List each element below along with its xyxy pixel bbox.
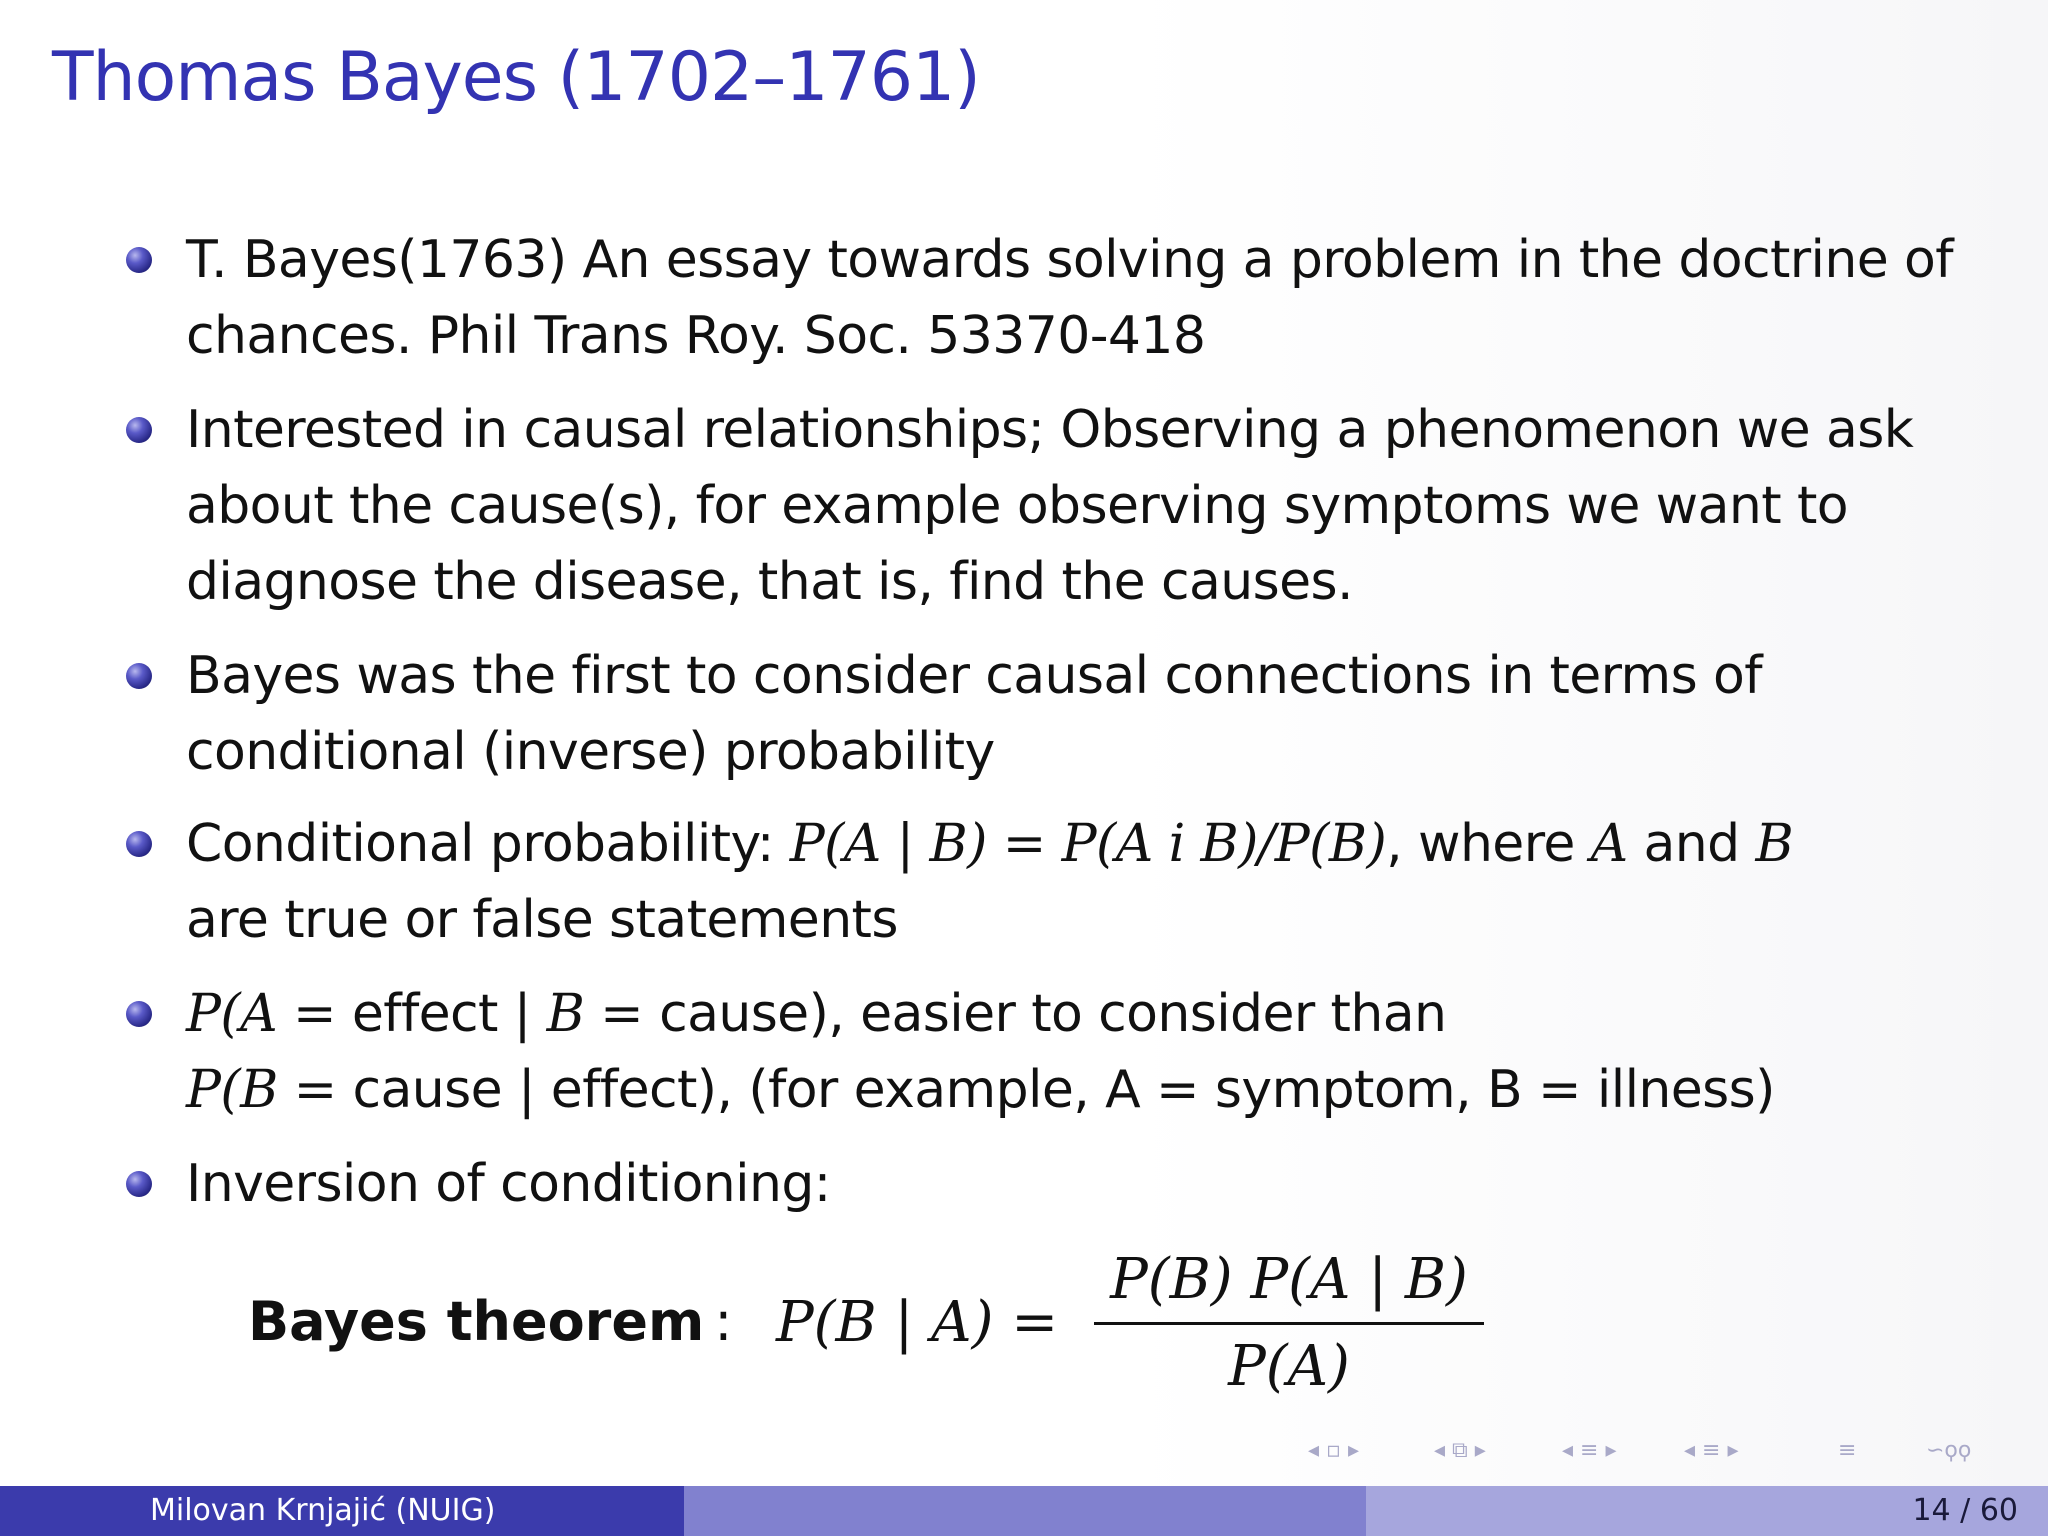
footer-page-segment xyxy=(1366,1486,2048,1536)
bullet-text: , where xyxy=(1386,814,1591,874)
bullet-text: cause | effect), (for example, A = symptom, B = illness) xyxy=(352,1060,1775,1120)
bullet-item xyxy=(186,1146,2006,1222)
section-nav-icon[interactable]: ◂ ≡ ▸ xyxy=(1562,1438,1617,1463)
footer-author: Milovan Krnjajić (NUIG) xyxy=(150,1493,496,1528)
bullet-item xyxy=(186,976,2006,1128)
bullet-text: cause), easier to consider than xyxy=(659,984,1447,1044)
bullet-line xyxy=(186,1052,2006,1128)
theorem-fraction xyxy=(1094,1240,1484,1405)
bullet-text: and xyxy=(1627,814,1756,874)
bullet-ball-icon xyxy=(126,1001,152,1027)
bayes-theorem-label xyxy=(248,1290,732,1353)
bullet-text: Interested in causal relationships; Observing a phenomenon we ask xyxy=(186,400,1914,460)
beamer-navigation-bar xyxy=(1300,1436,2040,1472)
theorem-name: Bayes theorem xyxy=(248,1290,705,1353)
bullet-item xyxy=(186,222,2006,374)
bullet-ball-icon xyxy=(126,663,152,689)
conditional-probability-formula: P(A | B) = P(A i B)/P(B) xyxy=(789,814,1387,874)
bullet-text: Conditional probability: xyxy=(186,814,790,874)
page-counter: 14 / 60 xyxy=(1912,1493,2018,1528)
bullet-ball-icon xyxy=(126,417,152,443)
formula-part: B = xyxy=(546,984,660,1044)
bullet-text: effect | xyxy=(351,984,547,1044)
bullet-line xyxy=(186,806,2006,882)
bullet-text: chances. Phil Trans Roy. Soc. 53370-418 xyxy=(186,306,1206,366)
bullet-ball-icon xyxy=(126,1171,152,1197)
bullet-line xyxy=(186,976,2006,1052)
formula-part: P(B = xyxy=(186,1060,353,1120)
bullet-text: are true or false statements xyxy=(186,890,898,950)
bullet-text: conditional (inverse) probability xyxy=(186,722,995,782)
bullet-text: Inversion of conditioning: xyxy=(186,1154,831,1214)
bullet-item xyxy=(186,638,2006,790)
search-icon[interactable]: ∽ϙϙ xyxy=(1926,1438,1972,1463)
fraction-bar xyxy=(1094,1322,1484,1325)
bullet-text: about the cause(s), for example observing symptoms we want to xyxy=(186,476,1848,536)
theorem-denominator: P(A) xyxy=(1228,1334,1350,1399)
bullet-ball-icon xyxy=(126,831,152,857)
bayes-theorem-equation xyxy=(248,1240,1548,1410)
frame-nav-icon[interactable]: ◂ ▫ ▸ xyxy=(1308,1438,1359,1463)
footer-title-segment xyxy=(684,1486,1366,1536)
align-icon[interactable]: ≡ xyxy=(1838,1438,1857,1463)
footer-author-segment xyxy=(0,1486,684,1536)
slide-title: Thomas Bayes (1702–1761) xyxy=(52,38,980,117)
theorem-colon: : xyxy=(714,1290,733,1353)
bullet-text: diagnose the disease, that is, find the causes. xyxy=(186,552,1353,612)
formula-part: P(A = xyxy=(186,984,352,1044)
bullet-item xyxy=(186,392,2006,620)
bullet-ball-icon xyxy=(126,247,152,273)
variable-a: A xyxy=(1590,814,1628,874)
bullet-text: T. Bayes(1763) An essay towards solving a problem in the doctrine of xyxy=(186,230,1953,290)
subsubsection-nav-icon[interactable]: ◂ ≡ ▸ xyxy=(1684,1438,1739,1463)
bullet-text: Bayes was the first to consider causal connections in terms of xyxy=(186,646,1762,706)
bullet-item xyxy=(186,806,2006,958)
theorem-lhs: P(B | A) = xyxy=(776,1290,1059,1355)
variable-b: B xyxy=(1755,814,1794,874)
theorem-numerator: P(B) P(A | B) xyxy=(1110,1247,1468,1312)
subsection-nav-icon[interactable]: ◂ ⧉ ▸ xyxy=(1434,1438,1486,1463)
footer-bar xyxy=(0,1486,2048,1536)
